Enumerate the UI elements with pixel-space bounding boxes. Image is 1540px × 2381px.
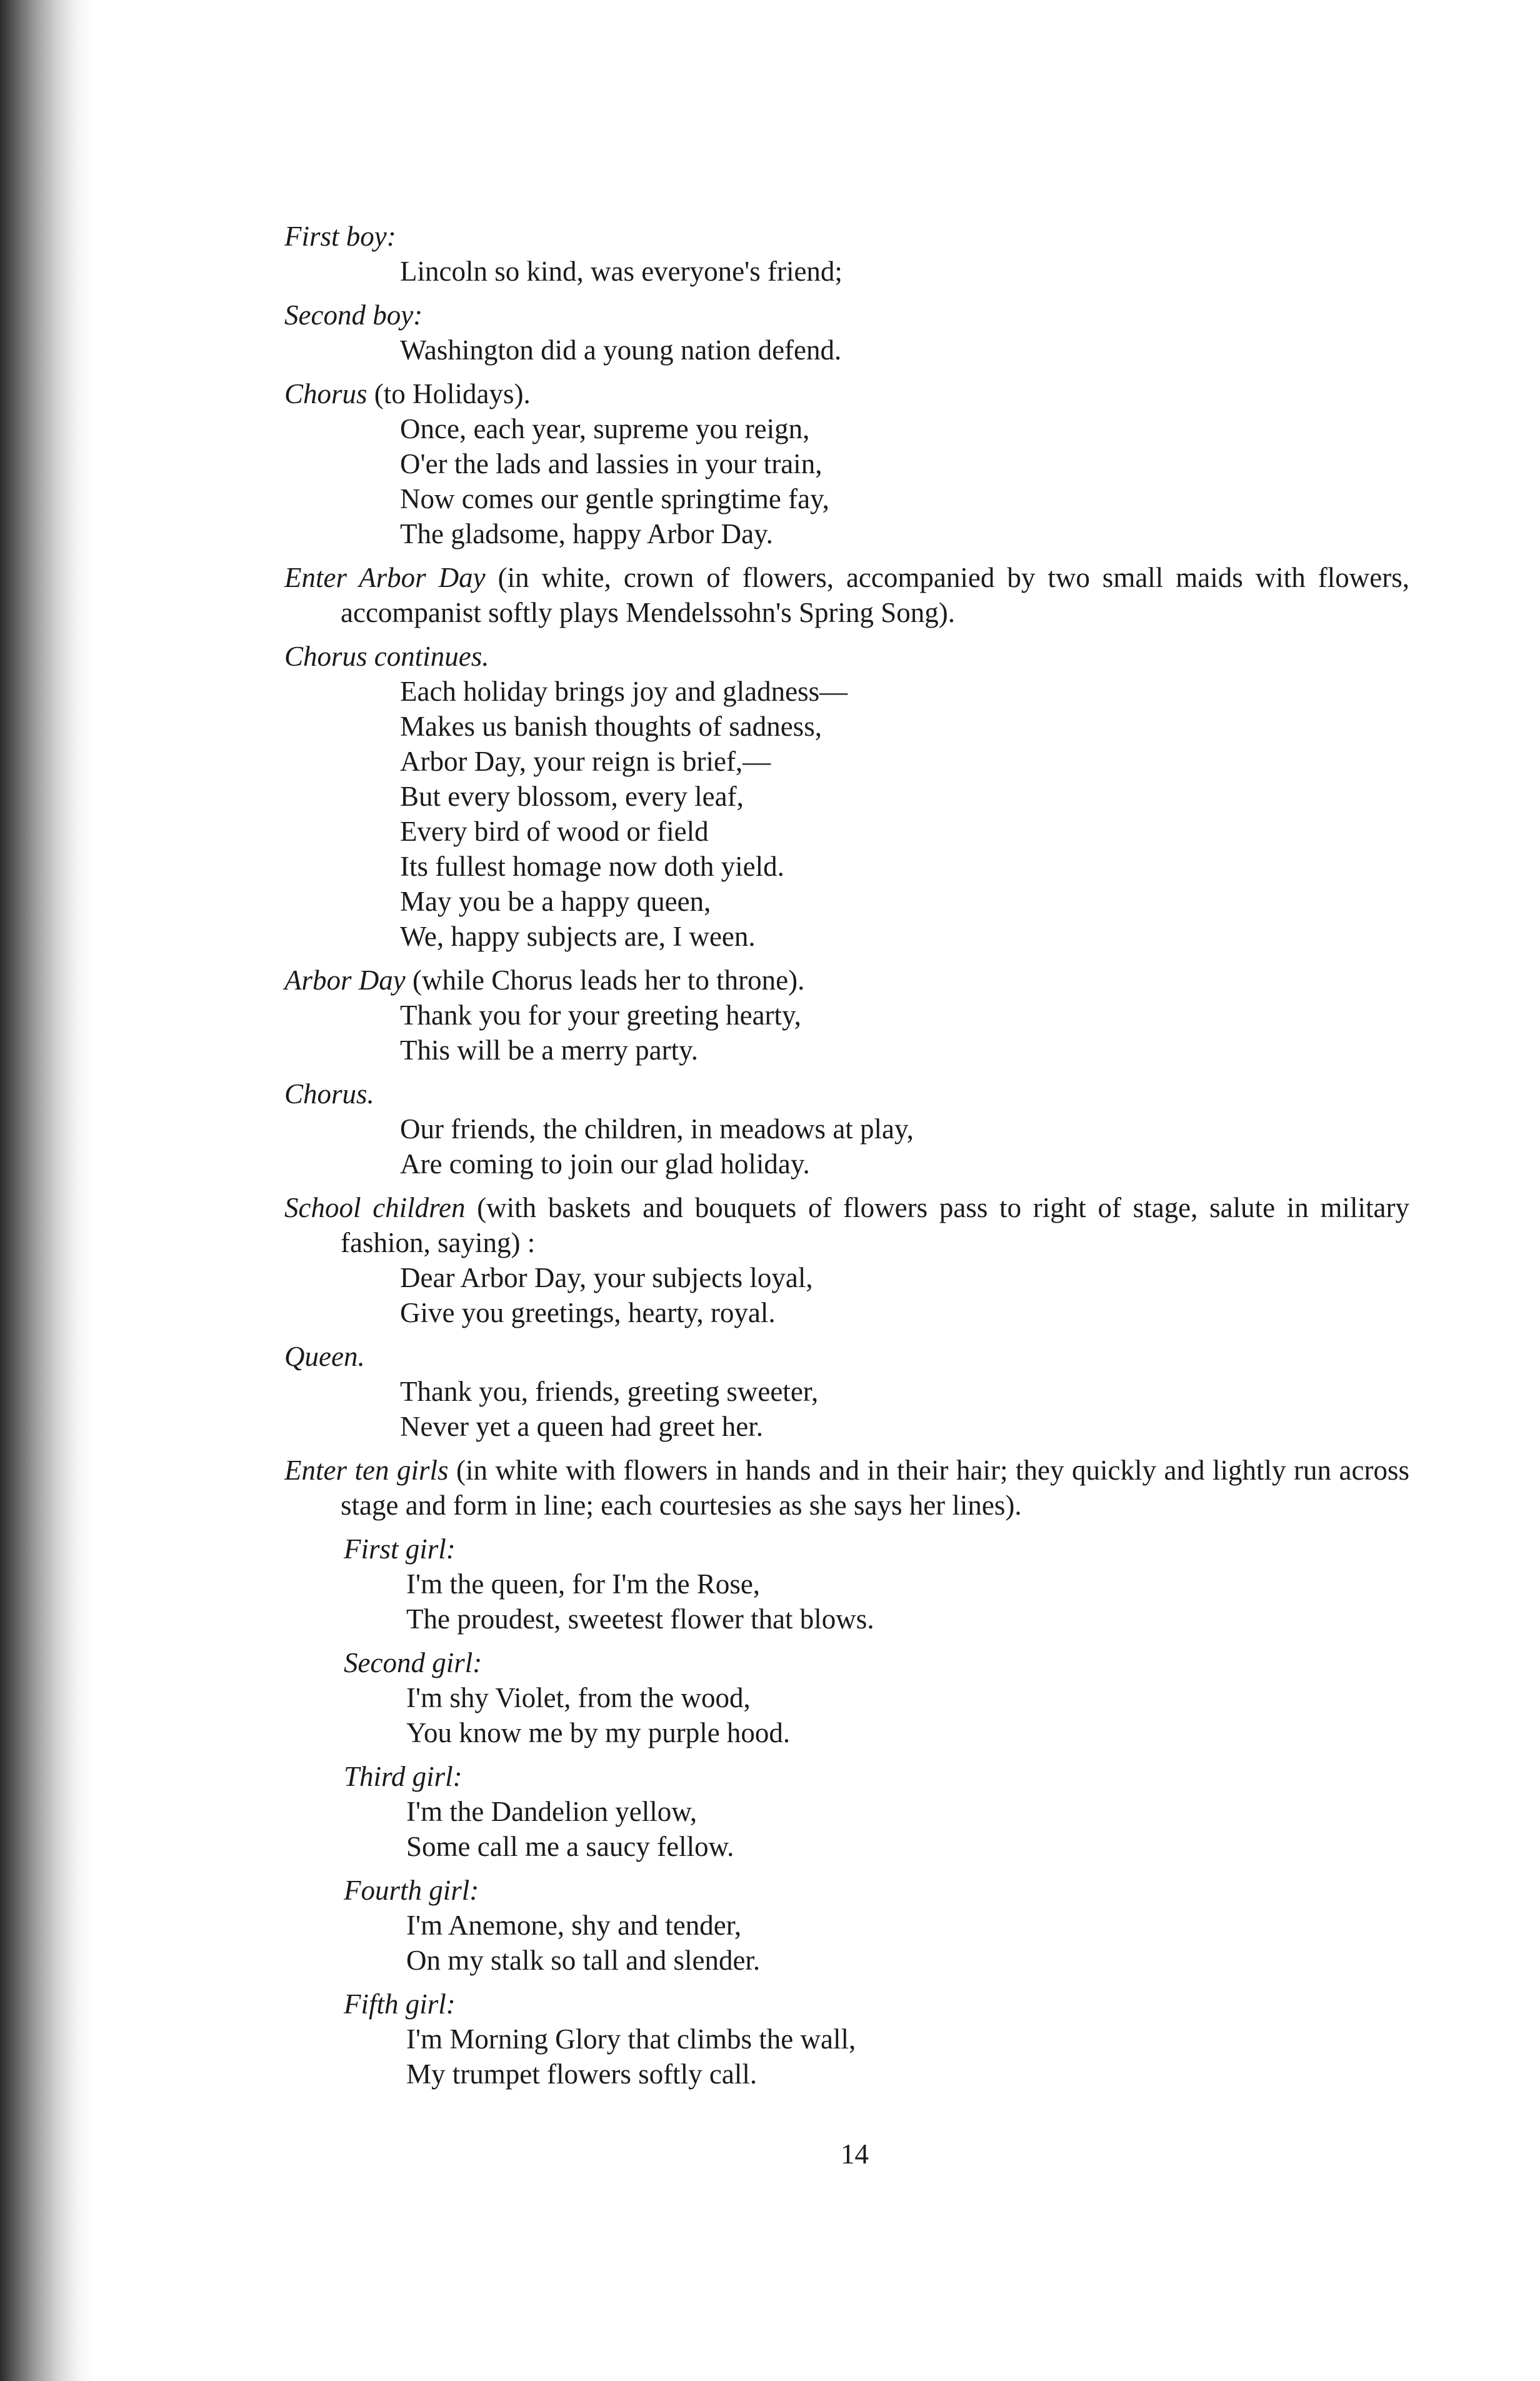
- speaker-name: School children: [284, 1192, 466, 1223]
- direction-text: (while Chorus leads her to throne).: [405, 965, 805, 996]
- speaker-name: Chorus.: [284, 1078, 374, 1110]
- verse-line: We, happy subjects are, I ween.: [400, 921, 756, 952]
- verse-line: Now comes our gentle springtime fay,: [400, 483, 829, 514]
- verse-line: I'm Morning Glory that climbs the wall,: [406, 2023, 856, 2055]
- speaker-name: Chorus: [284, 378, 368, 409]
- verse-line: I'm shy Violet, from the wood,: [406, 1682, 751, 1713]
- verse-block: [284, 674, 1409, 954]
- speaker-line: [284, 1339, 1409, 1374]
- verse-line: Makes us banish thoughts of sadness,: [400, 711, 822, 742]
- verse-line: Thank you for your greeting hearty,: [400, 1000, 801, 1031]
- verse-line: Some call me a saucy fellow.: [406, 1831, 734, 1862]
- speaker-name: Third girl:: [344, 1761, 462, 1792]
- speaker-line: [284, 1531, 1409, 1566]
- verse-line: I'm the queen, for I'm the Rose,: [406, 1568, 761, 1600]
- speaker-line: [284, 1873, 1409, 1908]
- verse-line: The gladsome, happy Arbor Day.: [400, 518, 773, 549]
- verse-line: Arbor Day, your reign is brief,—: [400, 746, 771, 777]
- verse-line: On my stalk so tall and slender.: [406, 1945, 761, 1976]
- verse-block: [284, 333, 1409, 368]
- speaker-line: [284, 1759, 1409, 1794]
- page-binding-shadow: [0, 0, 94, 2381]
- verse-block: [284, 1680, 1409, 1750]
- direction-text: (in white with flowers in hands and in their hair; they quickly and lightly run across stage and form in line; each courtesies as she says her lines).: [341, 1455, 1409, 1521]
- verse-block: [284, 254, 1409, 289]
- speaker-name: Queen.: [284, 1341, 365, 1372]
- speaker-name: Enter Arbor Day: [284, 562, 486, 593]
- verse-line: Never yet a queen had greet her.: [400, 1411, 763, 1442]
- verse-block: [284, 1260, 1409, 1330]
- verse-line: Give you greetings, hearty, royal.: [400, 1297, 776, 1328]
- verse-line: Lincoln so kind, was everyone's friend;: [400, 256, 842, 287]
- speaker-name: First boy:: [284, 221, 396, 252]
- speaker-line: [284, 963, 1409, 998]
- verse-line: Washington did a young nation defend.: [400, 334, 842, 366]
- verse-block: [284, 1111, 1409, 1181]
- verse-block: [284, 1374, 1409, 1444]
- speaker-line: [284, 376, 1409, 411]
- verse-block: [284, 1908, 1409, 1978]
- verse-line: You know me by my purple hood.: [406, 1717, 791, 1748]
- verse-line: Dear Arbor Day, your subjects loyal,: [400, 1262, 813, 1293]
- verse-line: This will be a merry party.: [400, 1035, 698, 1066]
- verse-block: [284, 411, 1409, 551]
- speaker-name: Fifth girl:: [344, 1988, 456, 2020]
- verse-block: [284, 1566, 1409, 1637]
- speaker-line: [284, 639, 1409, 674]
- page-number: 14: [841, 2138, 869, 2170]
- verse-line: Its fullest homage now doth yield.: [400, 851, 784, 882]
- verse-line: Once, each year, supreme you reign,: [400, 413, 810, 444]
- verse-line: I'm the Dandelion yellow,: [406, 1796, 698, 1827]
- verse-line: Each holiday brings joy and gladness—: [400, 676, 848, 707]
- direction-text: (with baskets and bouquets of flowers pass to right of stage, salute in military fashion, saying) :: [341, 1192, 1409, 1258]
- verse-line: Thank you, friends, greeting sweeter,: [400, 1376, 819, 1407]
- speaker-name: Fourth girl:: [344, 1875, 479, 1906]
- verse-line: My trumpet flowers softly call.: [406, 2058, 758, 2090]
- speaker-name: Second boy:: [284, 299, 423, 331]
- verse-block: [284, 1794, 1409, 1864]
- speaker-name: Second girl:: [344, 1647, 482, 1678]
- speaker-name: Chorus continues.: [284, 641, 489, 672]
- verse-block: [284, 998, 1409, 1068]
- speaker-name: Enter ten girls: [284, 1455, 449, 1486]
- speaker-line: [284, 219, 1409, 254]
- verse-line: May you be a happy queen,: [400, 886, 711, 917]
- stage-direction: [284, 560, 1409, 630]
- speaker-name: Arbor Day: [284, 965, 406, 996]
- verse-line: The proudest, sweetest flower that blows.: [406, 1603, 874, 1635]
- speaker-line: [284, 1076, 1409, 1111]
- speaker-line: [284, 1645, 1409, 1680]
- verse-block: [284, 2022, 1409, 2092]
- verse-line: But every blossom, every leaf,: [400, 781, 744, 812]
- script-page: [284, 219, 1409, 2092]
- verse-line: I'm Anemone, shy and tender,: [406, 1910, 742, 1941]
- verse-line: Our friends, the children, in meadows at play,: [400, 1113, 914, 1145]
- verse-line: Are coming to join our glad holiday.: [400, 1148, 810, 1180]
- stage-direction: [284, 1453, 1409, 1523]
- speaker-line: [284, 298, 1409, 333]
- speaker-line: [284, 1987, 1409, 2022]
- direction-text: (to Holidays).: [367, 378, 531, 409]
- direction-text: (in white, crown of flowers, accompanied by two small maids with flowers, accompanist softly plays Mendelssohn's Spring Song).: [341, 562, 1409, 628]
- speaker-name: First girl:: [344, 1533, 456, 1565]
- stage-direction: [284, 1190, 1409, 1260]
- verse-line: O'er the lads and lassies in your train,: [400, 448, 822, 479]
- verse-line: Every bird of wood or field: [400, 816, 709, 847]
